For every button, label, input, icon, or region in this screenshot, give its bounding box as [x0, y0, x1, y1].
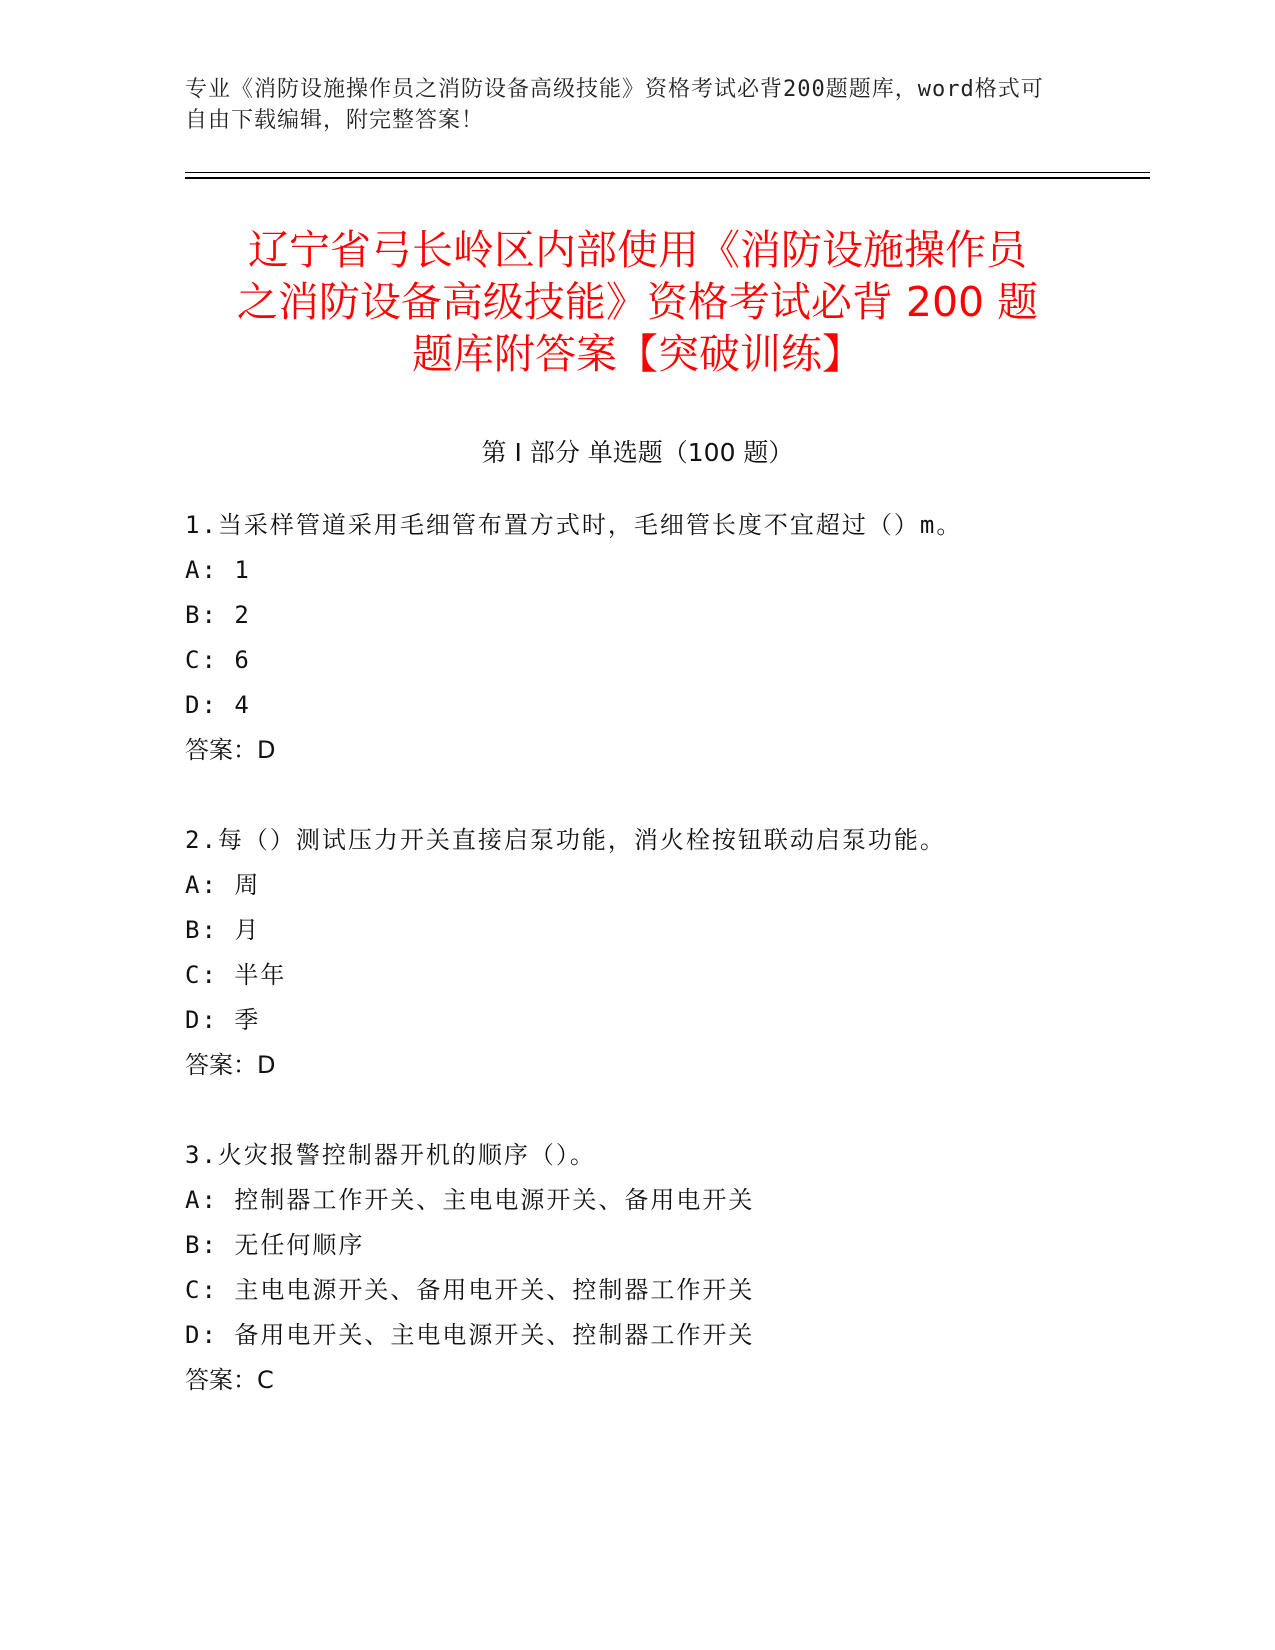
option-c: C: 6 — [185, 646, 251, 674]
option-b: B: 2 — [185, 601, 251, 629]
question-stem: 2.每（）测试压力开关直接启泵功能，消火栓按钮联动启泵功能。 — [185, 826, 946, 854]
option-b: B: 无任何顺序 — [185, 1231, 365, 1259]
option-d: D: 备用电开关、主电电源开关、控制器工作开关 — [185, 1321, 755, 1349]
document-title-line-1: 辽宁省弓长岭区内部使用《消防设施操作员 — [248, 226, 1027, 274]
option-b: B: 月 — [185, 916, 261, 944]
header-divider-thin — [185, 172, 1150, 173]
answer: 答案：C — [185, 1366, 274, 1394]
option-a: A: 控制器工作开关、主电电源开关、备用电开关 — [185, 1186, 755, 1214]
option-c: C: 半年 — [185, 961, 287, 989]
question-stem: 1.当采样管道采用毛细管布置方式时，毛细管长度不宜超过（）m。 — [185, 511, 963, 539]
option-a: A: 1 — [185, 556, 251, 584]
answer: 答案：D — [185, 736, 276, 764]
header-divider-thick — [185, 177, 1150, 179]
document-title-line-3: 题库附答案【突破训练】 — [412, 330, 863, 378]
document-title-line-2: 之消防设备高级技能》资格考试必背 200 题 — [236, 278, 1039, 326]
document-title — [180, 224, 1095, 380]
question-3 — [185, 1133, 1085, 1403]
option-a: A: 周 — [185, 871, 261, 899]
question-2 — [185, 818, 1085, 1088]
question-1 — [185, 503, 1085, 773]
section-heading: 第 I 部分 单选题（100 题） — [481, 438, 794, 467]
option-d: D: 季 — [185, 1006, 261, 1034]
header-note: 专业《消防设施操作员之消防设备高级技能》资格考试必背200题题库，word格式可自由下载编辑，附完整答案！ — [185, 77, 1044, 133]
question-stem: 3.火灾报警控制器开机的顺序（）。 — [185, 1141, 596, 1169]
option-c: C: 主电电源开关、备用电开关、控制器工作开关 — [185, 1276, 755, 1304]
option-d: D: 4 — [185, 691, 251, 719]
answer: 答案：D — [185, 1051, 276, 1079]
